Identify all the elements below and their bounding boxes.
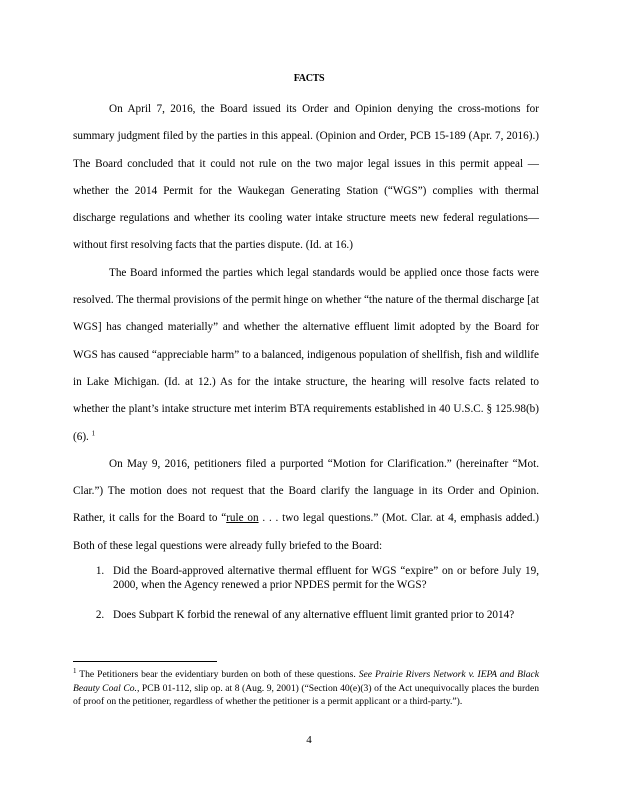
paragraph-3 xyxy=(73,451,539,560)
footnote-reference[interactable]: 1 xyxy=(91,428,96,437)
paragraph-3-text-b: . . . two legal questions.” (Mot. Clar. at 4, emphasis added.) Both of these legal questions were already fully briefed to the Board: xyxy=(73,512,540,552)
body-text xyxy=(73,96,539,638)
footnote xyxy=(73,668,539,709)
footnote-divider xyxy=(73,661,217,662)
paragraph-2-text: The Board informed the parties which legal standards would be applied once those facts were resolved. The thermal provisions of the permit hinge on whether “the nature of the thermal discharge [at WGS] has changed materially” and whether the alternative effluent limit adopted by the Board for WGS has caused “appreciable harm” to a balanced, indigenous population of shellfish, fish and wildlife in Lake Michigan. (Id. at 12.) As for the intake structure, the hearing will resolve facts related to whether the plant’s intake structure met interim BTA requirements established in 40 U.S.C. § 125.98(b)(6). xyxy=(73,266,539,443)
footnote-text-a: The Petitioners bear the evidentiary burden on both of these questions. xyxy=(76,669,359,680)
paragraph-3-text-a: On May 9, 2016, petitioners filed a purported “Motion for Clarification.” (hereinafter “Mot. Clar.”) The motion does not request that the Board clarify the language in its Order and Opinion. Rather, it calls for the Board to “ xyxy=(73,457,539,525)
list-item: 1. Did the Board-approved alternative thermal effluent for WGS “expire” on or before July 19, 2000, when the Agency renewed a prior NPDES permit for the WGS? xyxy=(107,565,539,593)
paragraph-2 xyxy=(73,260,539,451)
footnote-number: 1 xyxy=(73,666,77,675)
paragraph-1: On April 7, 2016, the Board issued its Order and Opinion denying the cross-motions for summary judgment filed by the parties in this appeal. (Opinion and Order, PCB 15-189 (Apr. 7, 2016).) The Board concluded that it could not rule on the two major legal issues in this permit appeal — whether the 2014 Permit for the Waukegan Generating Station (“WGS”) complies with thermal discharge regulations and whether its cooling water intake structure meets new federal regulations— without first resolving facts that the parties dispute. (Id. at 16.) xyxy=(73,103,539,252)
footnote-citation: See Prairie Rivers Network v. IEPA and Black Beauty Coal Co. xyxy=(73,669,540,694)
paragraph-3-underlined: rule on xyxy=(226,512,259,525)
section-heading: FACTS xyxy=(293,73,325,84)
question-list xyxy=(73,565,539,622)
footnote-text-b: , PCB 01-112, slip op. at 8 (Aug. 9, 2001) (“Section 40(e)(3) of the Act unequivocally places the burden of proof on the petitioner, regardless of whether the petitioner is a permit applicant or a third-party.”). xyxy=(73,682,539,708)
page-number: 4 xyxy=(306,734,312,746)
list-item: 2. Does Subpart K forbid the renewal of any alternative effluent limit granted prior to 2014? xyxy=(107,609,539,623)
